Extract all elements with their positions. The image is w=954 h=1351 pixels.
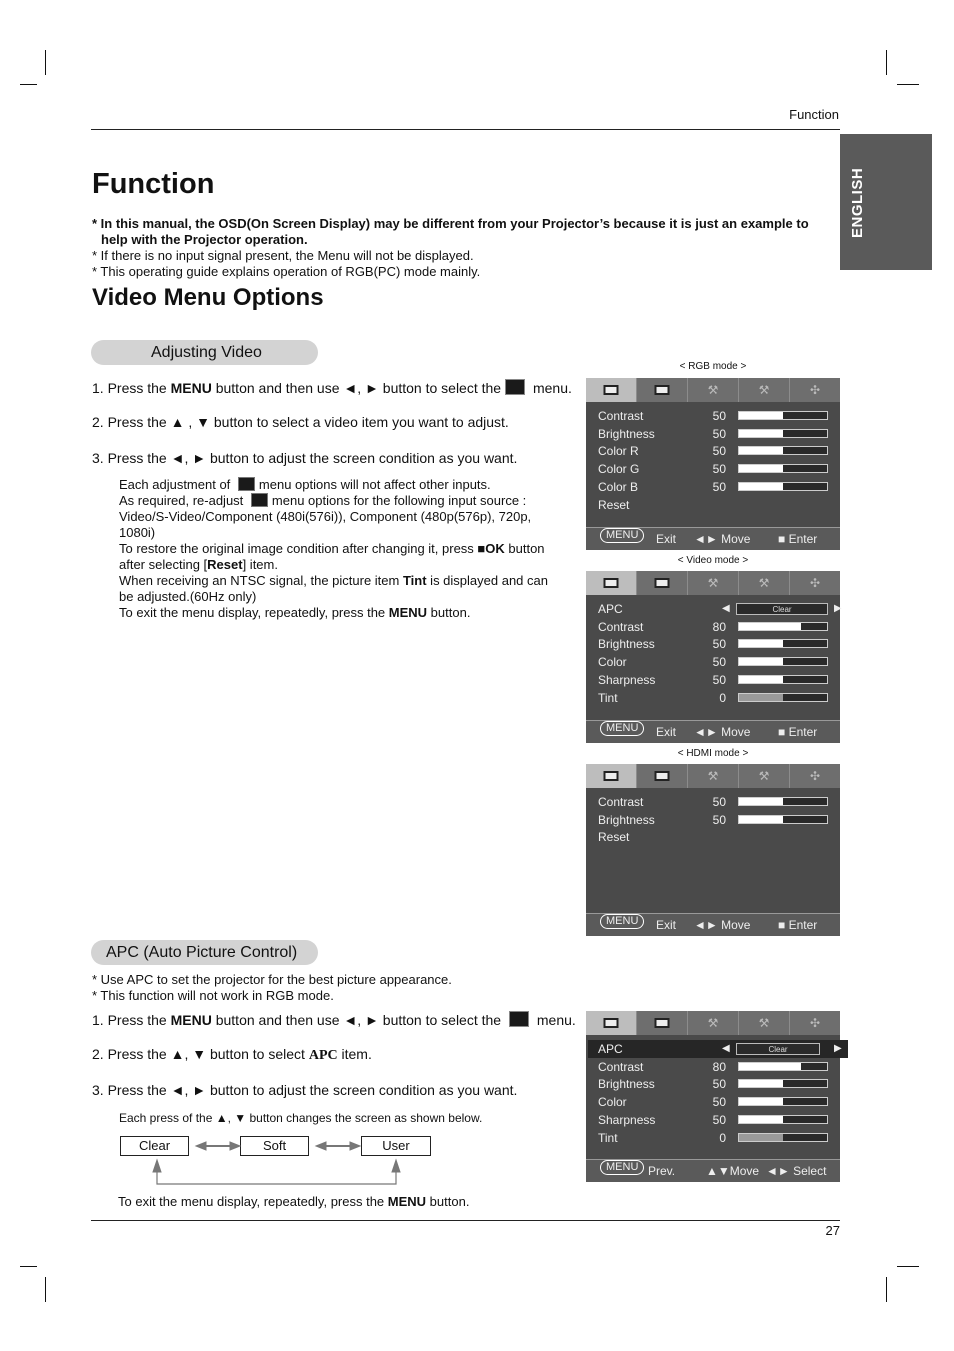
osd-footer xyxy=(586,720,840,743)
osd-slider[interactable] xyxy=(738,464,828,473)
osd-row[interactable] xyxy=(598,407,830,425)
cycle-box-user: User xyxy=(361,1136,431,1156)
osd-slider[interactable] xyxy=(738,482,828,491)
osd-slider-fill xyxy=(739,447,783,454)
osd-value: 0 xyxy=(719,690,726,705)
info-line: be adjusted.(60Hz only) xyxy=(119,589,257,604)
osd-footer xyxy=(586,527,840,550)
footer-rule xyxy=(91,1220,840,1221)
osd-label: Reset xyxy=(598,830,630,845)
osd-slider-fill xyxy=(739,816,783,823)
option-icon: ✣ xyxy=(809,576,821,590)
osd-slider[interactable] xyxy=(738,1133,828,1142)
info-text: button xyxy=(504,541,545,556)
crop-mark xyxy=(886,1277,887,1302)
osd-slider[interactable] xyxy=(738,639,828,648)
osd-slider[interactable] xyxy=(738,1062,828,1071)
osd-row[interactable] xyxy=(598,828,830,846)
osd-tab[interactable] xyxy=(688,378,739,402)
osd-row[interactable] xyxy=(598,442,830,460)
osd-value: 80 xyxy=(712,619,726,634)
language-tab-label: ENGLISH xyxy=(849,167,866,238)
step-text: button to select xyxy=(206,1046,309,1062)
video-icon xyxy=(655,771,670,781)
exit-text: button. xyxy=(426,1194,470,1209)
step-text: 2. Press the xyxy=(92,1046,171,1062)
osd-tab-bar xyxy=(586,764,840,788)
apc-pill-label: APC (Auto Picture Control) xyxy=(106,944,298,961)
osd-value: 50 xyxy=(712,1112,726,1127)
cycle-box-soft: Soft xyxy=(240,1136,309,1156)
osd-footer-move: ◄► Move xyxy=(694,725,751,739)
osd-slider[interactable] xyxy=(738,429,828,438)
osd-label: Brightness xyxy=(598,812,655,827)
step-text: item. xyxy=(337,1046,372,1062)
osd-value: 50 xyxy=(712,462,726,477)
info-line xyxy=(119,557,569,573)
adjust-step-1 xyxy=(92,379,572,396)
right-arrow-icon: ▶ xyxy=(834,1043,842,1054)
video-menu-icon xyxy=(251,493,268,507)
notes xyxy=(92,216,832,280)
menu-badge: MENU xyxy=(600,1160,644,1175)
info-text: button. xyxy=(427,605,471,620)
info-text: Each adjustment of xyxy=(119,477,231,492)
osd-label: Color xyxy=(598,655,627,670)
menu-badge: MENU xyxy=(600,528,644,543)
osd-label: Brightness xyxy=(598,1077,655,1092)
rgb-mode-label: < RGB mode > xyxy=(679,361,747,372)
menu-badge: MENU xyxy=(600,914,644,929)
osd-value: 50 xyxy=(712,672,726,687)
step-text: button to select the xyxy=(378,380,502,396)
osd-row-apc[interactable] xyxy=(588,1040,848,1058)
osd-slider[interactable] xyxy=(738,1115,828,1124)
osd-footer-move: ◄► Move xyxy=(694,532,751,546)
osd-value: 50 xyxy=(712,479,726,494)
screen-icon xyxy=(604,578,619,588)
osd-slider[interactable] xyxy=(738,693,828,702)
osd-slider[interactable] xyxy=(738,1079,828,1088)
osd-tab[interactable] xyxy=(688,571,739,595)
osd-tab-bar xyxy=(586,378,840,402)
osd-value: 50 xyxy=(712,409,726,423)
wrench-icon: ⚒ xyxy=(707,769,719,783)
wrench-icon: ⚒ xyxy=(707,1016,719,1030)
osd-tab[interactable] xyxy=(790,378,840,402)
osd-row[interactable] xyxy=(598,496,830,514)
info-text: As required, re-adjust xyxy=(119,493,244,508)
osd-row[interactable] xyxy=(598,425,830,443)
hdmi-mode-label: < HDMI mode > xyxy=(677,748,749,759)
info-text: after selecting [ xyxy=(119,557,208,572)
osd-slider-fill xyxy=(739,1098,783,1105)
ok-key: ■OK xyxy=(477,541,505,556)
info-text: menu options will not affect other inputs. xyxy=(258,477,491,492)
info-line xyxy=(119,605,569,621)
apc-step-1 xyxy=(92,1011,576,1028)
option-icon: ✣ xyxy=(809,1016,821,1030)
osd-slider-fill xyxy=(739,658,783,665)
osd-slider[interactable] xyxy=(738,657,828,666)
osd-video-panel xyxy=(586,571,840,743)
osd-label: APC xyxy=(598,1042,623,1056)
osd-slider[interactable] xyxy=(738,797,828,806)
apc-note-1: * Use APC to set the projector for the best picture appearance. xyxy=(92,972,452,987)
info-text: ] item. xyxy=(242,557,278,572)
info-text: menu options for the following input source : xyxy=(271,493,527,508)
osd-tab[interactable] xyxy=(586,571,637,595)
osd-tab[interactable] xyxy=(586,764,637,788)
section-header: Function xyxy=(789,107,839,122)
apc-step-3 xyxy=(92,1082,517,1098)
osd-label: Brightness xyxy=(598,637,655,652)
osd-rgb-panel xyxy=(586,378,840,550)
osd-footer xyxy=(586,1159,840,1182)
osd-value: 50 xyxy=(712,426,726,441)
osd-slider-fill xyxy=(739,465,783,472)
info-line xyxy=(119,477,569,493)
osd-footer-select: ◄► Select xyxy=(766,1164,827,1178)
osd-footer-enter: ■ Enter xyxy=(778,918,818,932)
osd-tab[interactable] xyxy=(739,571,790,595)
apc-item: APC xyxy=(308,1048,338,1063)
step-text: 1. Press the xyxy=(92,1012,171,1028)
osd-apc-value: Clear xyxy=(736,1043,820,1055)
right-arrow-icon: ▶ xyxy=(834,603,842,614)
osd-slider-fill xyxy=(739,1134,783,1141)
arrow-keys: ▲ , ▼ xyxy=(170,414,210,430)
step-text: button and then use xyxy=(211,1012,344,1028)
adjust-step-3 xyxy=(92,450,517,466)
adjusting-video-label: Adjusting Video xyxy=(151,344,262,361)
menu-key: MENU xyxy=(170,1012,212,1028)
osd-label: Color xyxy=(598,1095,627,1110)
osd-row[interactable] xyxy=(598,653,830,671)
osd-footer-enter: ■ Enter xyxy=(778,725,818,739)
page-number: 27 xyxy=(825,1223,840,1238)
osd-row[interactable] xyxy=(598,811,830,829)
note-3: * If there is no input signal present, the Menu will not be displayed. xyxy=(92,248,474,263)
osd-apc-value: Clear xyxy=(736,603,828,615)
crop-mark xyxy=(20,1266,37,1267)
osd-tab[interactable] xyxy=(586,378,637,402)
crop-mark xyxy=(45,50,46,75)
step-text: 1. Press the xyxy=(92,380,171,396)
osd-value: 50 xyxy=(712,637,726,652)
screen-icon xyxy=(604,771,619,781)
osd-slider-fill xyxy=(739,676,783,683)
osd-slider-fill xyxy=(739,412,783,419)
osd-footer xyxy=(586,913,840,936)
arrow-keys: ◄, ► xyxy=(343,380,379,396)
osd-value: 50 xyxy=(712,812,726,827)
section-title: Video Menu Options xyxy=(92,284,324,311)
osd-slider-fill xyxy=(739,798,783,805)
note-bold-1: * In this manual, the OSD(On Screen Display) may be different from your Projector’s because it is just an example to xyxy=(92,216,809,231)
osd-row[interactable] xyxy=(598,689,830,707)
osd-tab-bar xyxy=(586,1011,840,1035)
language-tab xyxy=(840,134,932,270)
tools-icon: ⚒ xyxy=(758,1016,770,1030)
osd-footer-exit: Exit xyxy=(656,532,677,546)
osd-value: 50 xyxy=(712,795,726,809)
osd-slider-fill xyxy=(739,694,783,701)
note-4: * This operating guide explains operation of RGB(PC) mode mainly. xyxy=(92,264,481,279)
osd-value: 50 xyxy=(712,1077,726,1092)
apc-exit-note xyxy=(118,1194,469,1210)
crop-mark xyxy=(20,84,37,85)
osd-apc-panel xyxy=(586,1011,840,1182)
step-text: menu. xyxy=(536,1012,576,1028)
step-text: button to adjust the screen condition as you want. xyxy=(206,1082,518,1098)
osd-row[interactable] xyxy=(598,1058,830,1076)
option-icon: ✣ xyxy=(809,383,821,397)
osd-label: Contrast xyxy=(598,795,644,809)
osd-slider-fill xyxy=(739,483,783,490)
step-text: button to adjust the screen condition as you want. xyxy=(206,450,518,466)
osd-tab[interactable] xyxy=(739,764,790,788)
video-menu-icon xyxy=(505,379,525,395)
osd-tab[interactable] xyxy=(688,764,739,788)
info-text: When receiving an NTSC signal, the picture item xyxy=(119,573,403,588)
osd-footer-exit: Exit xyxy=(656,725,677,739)
reset-item: Reset xyxy=(207,557,243,572)
crop-mark xyxy=(886,50,887,75)
osd-slider[interactable] xyxy=(738,446,828,455)
crop-mark xyxy=(897,1266,919,1267)
info-text: is displayed and can xyxy=(426,573,548,588)
osd-slider[interactable] xyxy=(738,675,828,684)
video-icon xyxy=(655,578,670,588)
osd-tab-bar xyxy=(586,571,840,595)
osd-footer-enter: ■ Enter xyxy=(778,532,818,546)
osd-value: 50 xyxy=(712,1095,726,1110)
osd-slider-fill xyxy=(739,1116,783,1123)
osd-row[interactable] xyxy=(598,793,830,811)
osd-value: 80 xyxy=(712,1059,726,1074)
info-line xyxy=(119,573,569,589)
osd-row[interactable] xyxy=(598,1111,830,1129)
note-bold-2: help with the Projector operation. xyxy=(101,232,308,247)
osd-tab[interactable] xyxy=(637,1011,688,1035)
osd-tab[interactable] xyxy=(790,764,840,788)
wrench-icon: ⚒ xyxy=(707,383,719,397)
info-text: To restore the original image condition after changing it, press xyxy=(119,541,478,556)
osd-row[interactable] xyxy=(598,1075,830,1093)
osd-label: Sharpness xyxy=(598,672,656,687)
arrow-keys: ▲, ▼ xyxy=(170,1046,207,1062)
osd-label: Color G xyxy=(598,462,640,477)
tools-icon: ⚒ xyxy=(758,383,770,397)
osd-slider[interactable] xyxy=(738,622,828,631)
tools-icon: ⚒ xyxy=(758,769,770,783)
osd-row[interactable] xyxy=(598,635,830,653)
video-menu-icon xyxy=(509,1011,529,1027)
crop-mark xyxy=(45,1277,46,1302)
osd-slider[interactable] xyxy=(738,1097,828,1106)
osd-row[interactable] xyxy=(598,1129,830,1147)
step-text: 3. Press the xyxy=(92,450,171,466)
osd-row[interactable] xyxy=(598,671,830,689)
osd-slider-fill xyxy=(739,1080,783,1087)
tint-item: Tint xyxy=(402,573,427,588)
osd-row-apc[interactable] xyxy=(598,600,842,618)
step-text: 3. Press the xyxy=(92,1082,171,1098)
apc-note-2: * This function will not work in RGB mode. xyxy=(92,988,334,1003)
osd-tab[interactable] xyxy=(586,1011,637,1035)
video-icon xyxy=(655,385,670,395)
arrow-keys: ◄, ► xyxy=(170,450,207,466)
osd-label: Sharpness xyxy=(598,1112,656,1127)
osd-row[interactable] xyxy=(598,1093,830,1111)
osd-label: Tint xyxy=(598,690,618,705)
osd-tab[interactable] xyxy=(739,378,790,402)
osd-tab[interactable] xyxy=(790,1011,840,1035)
option-icon: ✣ xyxy=(809,769,821,783)
adjust-info xyxy=(119,477,569,621)
header-rule xyxy=(91,129,840,130)
osd-value: 50 xyxy=(712,444,726,459)
osd-label: APC xyxy=(598,602,623,616)
menu-key: MENU xyxy=(388,605,428,620)
adjusting-video-pill xyxy=(91,340,318,365)
info-text: To exit the menu display, repeatedly, press the xyxy=(119,605,389,620)
osd-slider-fill xyxy=(739,640,783,647)
osd-label: Contrast xyxy=(598,1059,644,1074)
info-line xyxy=(119,493,569,509)
step-text: button to select the xyxy=(378,1012,502,1028)
osd-value: 50 xyxy=(712,655,726,670)
exit-text: To exit the menu display, repeatedly, press the xyxy=(118,1194,388,1209)
osd-label: Contrast xyxy=(598,409,644,423)
screen-icon xyxy=(604,1018,619,1028)
osd-footer-prev: Prev. xyxy=(648,1164,676,1178)
osd-tab[interactable] xyxy=(637,571,688,595)
osd-label: Tint xyxy=(598,1130,618,1145)
osd-tab[interactable] xyxy=(739,1011,790,1035)
osd-tab[interactable] xyxy=(637,764,688,788)
osd-slider[interactable] xyxy=(738,815,828,824)
page-title: Function xyxy=(92,168,215,200)
osd-tab[interactable] xyxy=(688,1011,739,1035)
osd-label: Reset xyxy=(598,497,630,512)
crop-mark xyxy=(897,84,919,85)
info-line xyxy=(119,541,569,557)
step-text: 2. Press the xyxy=(92,414,171,430)
adjust-step-2 xyxy=(92,414,509,430)
menu-key: MENU xyxy=(170,380,212,396)
cycle-box-clear: Clear xyxy=(120,1136,189,1156)
video-icon xyxy=(655,1018,670,1028)
apc-pill xyxy=(91,940,318,965)
arrow-keys: ◄, ► xyxy=(343,1012,379,1028)
menu-key: MENU xyxy=(387,1194,427,1209)
osd-row[interactable] xyxy=(598,478,830,496)
step-text: button and then use xyxy=(211,380,344,396)
osd-footer-move: ▲▼Move xyxy=(706,1164,760,1178)
osd-value: 0 xyxy=(719,1130,726,1145)
cycle-arrows xyxy=(150,1136,410,1188)
apc-notes xyxy=(92,972,452,1004)
osd-label: Contrast xyxy=(598,619,644,634)
osd-row[interactable] xyxy=(598,618,830,636)
apc-step-2 xyxy=(92,1046,372,1064)
osd-tab[interactable] xyxy=(637,378,688,402)
osd-slider-fill xyxy=(739,623,801,630)
osd-hdmi-panel xyxy=(586,764,840,936)
osd-slider-fill xyxy=(739,1063,801,1070)
osd-footer-move: ◄► Move xyxy=(694,918,751,932)
screen-icon xyxy=(604,385,619,395)
menu-badge: MENU xyxy=(600,721,644,736)
osd-label: Color B xyxy=(598,479,639,494)
osd-footer-exit: Exit xyxy=(656,918,677,932)
osd-tab[interactable] xyxy=(790,571,840,595)
apc-cycle-note: Each press of the ▲, ▼ button changes the screen as shown below. xyxy=(119,1111,483,1125)
video-menu-icon xyxy=(238,477,255,491)
arrow-keys: ◄, ► xyxy=(170,1082,207,1098)
osd-row[interactable] xyxy=(598,460,830,478)
wrench-icon: ⚒ xyxy=(707,576,719,590)
osd-slider-fill xyxy=(739,430,783,437)
step-text: button to select a video item you want to adjust. xyxy=(209,414,509,430)
osd-slider[interactable] xyxy=(738,411,828,420)
osd-label: Brightness xyxy=(598,426,655,441)
step-text: menu. xyxy=(532,380,572,396)
video-mode-label: < Video mode > xyxy=(677,555,749,566)
osd-label: Color R xyxy=(598,444,639,459)
left-arrow-icon: ◀ xyxy=(722,1043,730,1054)
left-arrow-icon: ◀ xyxy=(722,603,730,614)
tools-icon: ⚒ xyxy=(758,576,770,590)
info-line: Video/S-Video/Component (480i(576i)), Component (480p(576p), 720p, 1080i) xyxy=(119,509,532,540)
